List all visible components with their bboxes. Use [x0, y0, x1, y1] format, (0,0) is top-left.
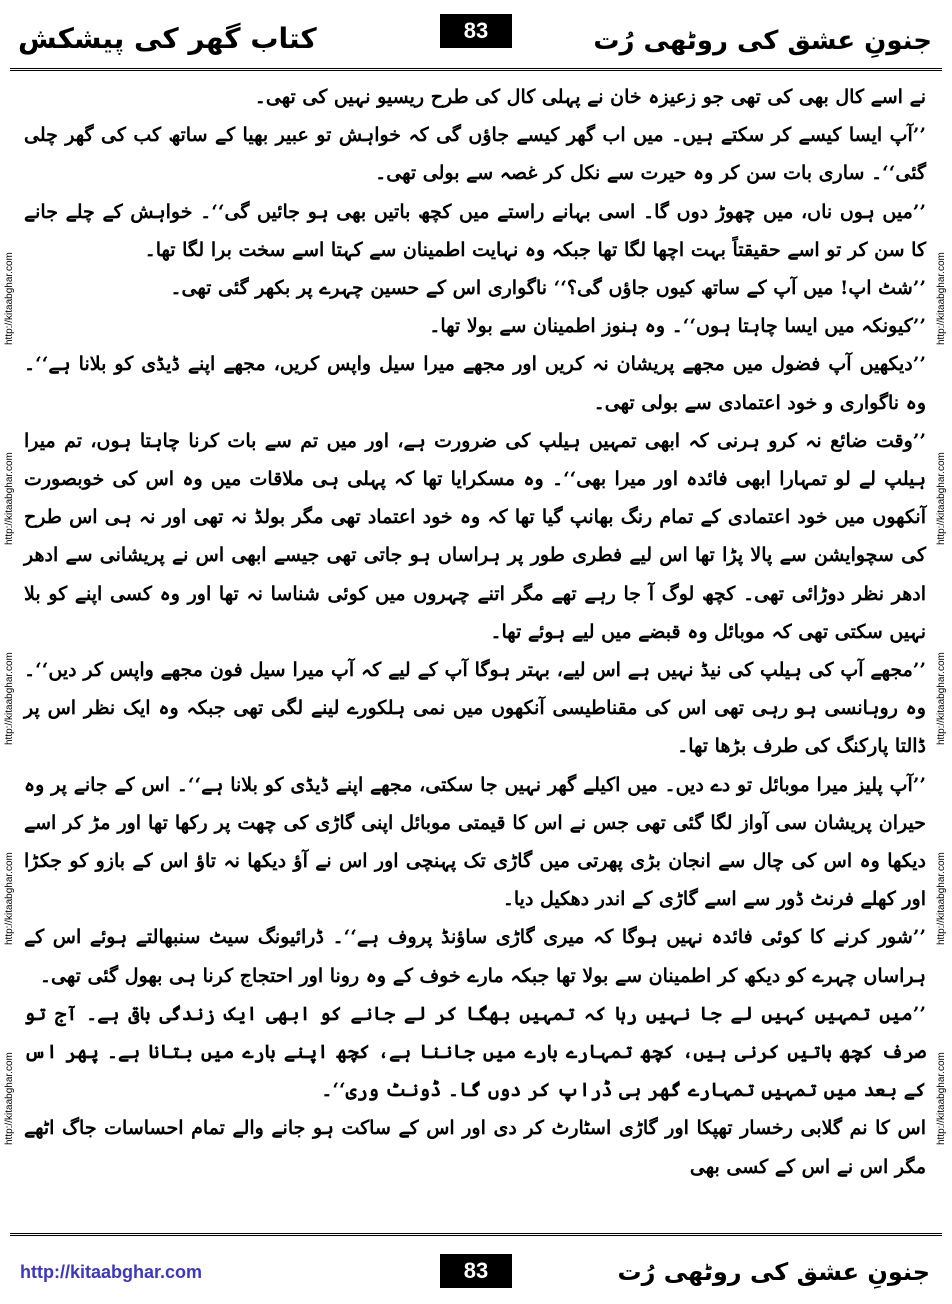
side-watermark-right: http://kitaabghar.com: [936, 1052, 947, 1145]
paragraph: ’’کیونکہ میں ایسا چاہتا ہوں‘‘۔ وہ ہنوز اطمینان سے بولا تھا۔: [429, 315, 926, 338]
page-number-bottom: 83: [440, 1254, 512, 1288]
side-watermark-left: http://kitaabghar.com: [4, 852, 15, 945]
header-divider: [10, 68, 942, 71]
page-number-top: 83: [440, 14, 512, 48]
footer-divider: [10, 1233, 942, 1236]
page-header: [0, 0, 952, 72]
footer-website-link[interactable]: http://kitaabghar.com: [20, 1262, 203, 1282]
paragraph: نے اسے کال بھی کی تھی جو زعیزہ خان نے پہلی کال کی طرح ریسیو نہیں کی تھی۔: [254, 86, 926, 108]
paragraph: اس کا نم گلابی رخسار تھپکا اور گاڑی اسٹارٹ کر دی اور اس کے ساکت ہو جانے والے تمام احساسات جاگ اٹھے مگر اس نے اس کے کسی بھی: [24, 1117, 926, 1178]
publisher-brand: کتاب گھر کی پیشکش: [18, 22, 317, 55]
story-text: [24, 78, 926, 1228]
side-watermark-right: http://kitaabghar.com: [936, 452, 947, 545]
paragraph: ’’مجھے آپ کی ہیلپ کی نیڈ نہیں ہے اس لیے، بہتر ہوگا آپ کے لیے کہ آپ میرا سیل فون مجھے واپس کر دیں‘‘۔ وہ روہانسی ہو رہی تھی اس کی مقناطیسی آنکھوں میں نمی ہلکورے لینے لگی تھی جبکہ وہ ایک نظر اس پر ڈالتا پارکنگ کی طرف بڑھا تھا۔: [24, 659, 926, 758]
side-watermark-left: http://kitaabghar.com: [4, 652, 15, 745]
side-watermark-right: http://kitaabghar.com: [936, 852, 947, 945]
side-watermark-right: http://kitaabghar.com: [936, 652, 947, 745]
side-watermark-left: http://kitaabghar.com: [4, 252, 15, 345]
book-title-footer: جنونِ عشق کی روٹھی رُت: [617, 1258, 930, 1286]
book-title-header: جنونِ عشق کی روٹھی رُت: [593, 26, 932, 56]
paragraph: ’’دیکھیں آپ فضول میں مجھے پریشان نہ کریں اور مجھے میرا سیل واپس کریں، مجھے اپنے ڈیڈی کو بلانا ہے‘‘۔ وہ ناگواری و خود اعتمادی سے بولی تھی۔: [24, 353, 926, 414]
paragraph: ’’آپ پلیز میرا موبائل تو دے دیں۔ میں اکیلے گھر نہیں جا سکتی، مجھے اپنے ڈیڈی کو بلانا ہے‘‘۔ اس کے جانے پر وہ حیران پریشان سی آواز لگا گئی تھی جس نے اس کا قیمتی موبائل اپنی گاڑی کی چھت پر رکھا تھا اور مڑ کر اسے دیکھا وہ اس کی چال سے انجان بڑی پھرتی میں گاڑی تک پہنچی اور اس نے آؤ دیکھا نہ تاؤ اس کے بازو کو جکڑا اور کھلے فرنٹ ڈور سے اسے گاڑی کے اندر دھکیل دیا۔: [24, 773, 926, 911]
paragraph: ’’آپ ایسا کیسے کر سکتے ہیں۔ میں اب گھر کیسے جاؤں گی کہ خواہش تو عبیر بھیا کے ساتھ کب کی گھر چلی گئی‘‘۔ ساری بات سن کر وہ حیرت سے نکل کر غصہ سے بولی تھی۔: [24, 124, 926, 185]
paragraph: ’’شور کرنے کا کوئی فائدہ نہیں ہوگا کہ میری گاڑی ساؤنڈ پروف ہے‘‘۔ ڈرائیونگ سیٹ سنبھالتے ہوئے اس کے ہراساں چہرے کو دیکھ کر اطمینان سے بولا تھا جبکہ مارے خوف کے وہ رونا اور احتجاج کرنا ہی بھول گئی تھی۔: [24, 926, 926, 987]
paragraph: ’’میں ہوں ناں، میں چھوڑ دوں گا۔ اسی بہانے راستے میں کچھ باتیں بھی ہو جائیں گی‘‘۔ خواہش کے چلے جانے کا سن کر تو اسے حقیقتاً بہت اچھا لگا تھا جبکہ وہ نہایت اطمینان سے کہتا اسے سخت برا لگا تھا۔: [24, 200, 926, 261]
side-watermark-right: http://kitaabghar.com: [936, 252, 947, 345]
side-watermark-left: http://kitaabghar.com: [4, 452, 15, 545]
paragraph: ’’وقت ضائع نہ کرو ہرنی کہ ابھی تمہیں ہیلپ کی ضرورت ہے، اور میں تم سے بات کرنا چاہتا ہوں، تم میرا ہیلپ لے لو تمہارا ابھی فائدہ اور میرا بھی‘‘۔ وہ مسکرایا تھا کہ پہلی ہی ملاقات میں وہ اس کی خوبصورت آنکھوں میں خود اعتمادی کے تمام رنگ بھانپ گیا تھا کہ وہ خود اعتماد تھی مگر بولڈ نہ تھی اور نہ ہی اس طرح کی سچوایشن سے پالا پڑا تھا اس لیے فطری طور پر ہراساں ہو جاتی تھی جیسے ابھی اس نے پریشانی سے ادھر ادھر نظر دوڑائی تھی۔ کچھ لوگ آ جا رہے تھے مگر اتنے چہروں میں کوئی شناسا نہ تھا اور وہ کسی اپنے کو بلا نہیں سکتی تھی کہ موبائل وہ قبضے میں لیے ہوئے تھا۔: [24, 429, 926, 643]
paragraph: ’’شٹ اپ! میں آپ کے ساتھ کیوں جاؤں گی؟‘‘ ناگواری اس کے حسین چہرے پر بکھر گئی تھی۔: [170, 277, 926, 300]
side-watermark-left: http://kitaabghar.com: [4, 1052, 15, 1145]
paragraph: ’’میں تمہیں کہیں لے جا نہیں رہا کہ تمہیں بھگا کر لے جانے کو ابھی ایک زندگی باقی ہے۔ آج تو صرف کچھ باتیں کرنی ہیں، کچھ تمہارے بارے میں جاننا ہے، کچھ اپنے بارے میں بتانا ہے۔ پھر اس کے بعد میں تمہیں تمہارے گھر ہی ڈراپ کر دوں گا۔ ڈونٹ وری‘‘۔: [24, 1002, 926, 1102]
